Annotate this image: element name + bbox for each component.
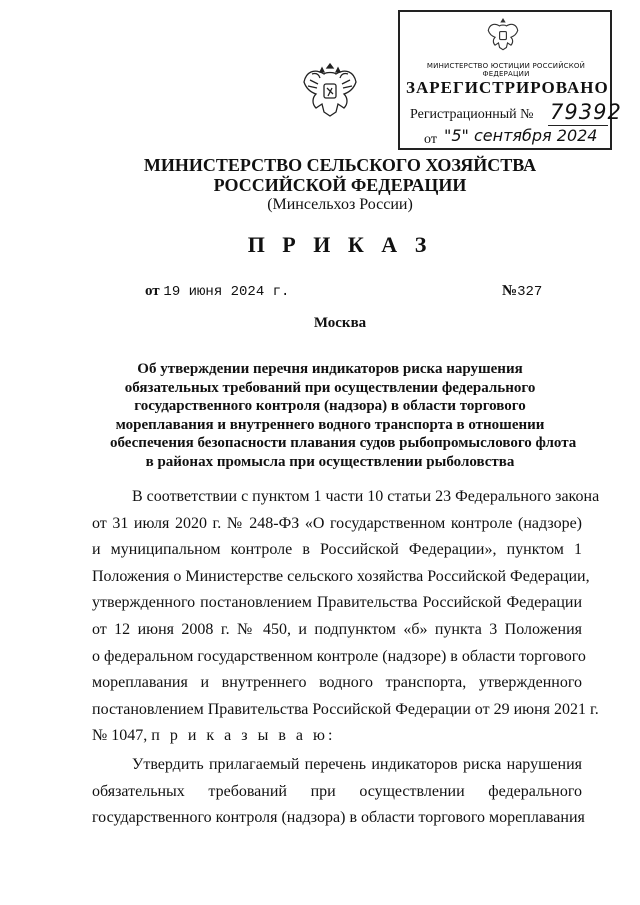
ministry-short-name: (Минсельхоз России): [267, 196, 413, 213]
paragraph-line: государственного контроля (надзора) в области торгового мореплавания: [92, 809, 585, 827]
paragraph-line: обязательных требований при осуществлении федерального: [92, 782, 582, 800]
order-number-sign: №: [502, 283, 518, 299]
paragraph-line: и муниципальном контроле в Российской Федерации», пунктом 1: [92, 541, 582, 559]
body-paragraph-approval: [92, 752, 585, 832]
title-line: Об утверждении перечня индикаторов риска нарушения: [137, 361, 523, 377]
stamp-date: "5" сентября 2024: [444, 126, 598, 145]
order-number-value: 327: [517, 284, 543, 300]
paragraph-line: мореплавания и внутреннего водного транспорта, утвержденного: [92, 674, 582, 692]
order-date-value: 19 июня 2024 г.: [163, 284, 290, 300]
paragraph-line: о федеральном государственном контроле (надзоре) в области торгового: [92, 647, 586, 665]
order-date: [145, 283, 289, 300]
title-line: государственного контроля (надзора) в области торгового: [134, 398, 526, 415]
ministry-name-line2: РОССИЙСКОЙ ФЕДЕРАЦИИ: [213, 175, 467, 195]
paragraph-line: В соответствии с пунктом 1 части 10 статьи 23 Федерального закона: [132, 488, 600, 505]
stamp-date-underline: [440, 148, 590, 149]
stamp-registered-label: ЗАРЕГИСТРИРОВАНО: [406, 78, 609, 97]
registration-stamp: [398, 10, 622, 150]
order-number: [502, 283, 542, 300]
body-paragraph-preamble: [92, 484, 600, 750]
paragraph-line: Утвердить прилагаемый перечень индикаторов риска нарушения: [132, 756, 582, 773]
order-reference: № 1047,: [92, 727, 148, 745]
stamp-coat-of-arms-icon: [486, 16, 520, 54]
paragraph-last-line: [92, 723, 582, 750]
title-line: мореплавания и внутреннего водного транспорта в отношении: [115, 416, 545, 433]
order-date-prefix: от: [145, 283, 160, 299]
stamp-ministry-name: МИНИСТЕРСТВО ЮСТИЦИИ РОССИЙСКОЙ ФЕДЕРАЦИИ: [426, 62, 586, 78]
ministry-name-line1: МИНИСТЕРСТВО СЕЛЬСКОГО ХОЗЯЙСТВА: [143, 155, 537, 175]
title-line: обязательных требований при осуществлении федерального: [124, 379, 536, 396]
paragraph-line: от 31 июля 2020 г. № 248-ФЗ «О государственном контроле (надзоре): [92, 514, 582, 532]
coat-of-arms-icon: [300, 58, 360, 122]
document-type-heading: П Р И К А З: [247, 232, 433, 257]
stamp-date-prefix: от: [424, 132, 437, 147]
order-command: п р и к а з ы в а ю:: [151, 727, 336, 745]
document-title: [110, 360, 577, 472]
paragraph-line: постановлением Правительства Российской Федерации от 29 июня 2021 г.: [92, 700, 599, 718]
stamp-reg-number: 79392: [550, 100, 622, 124]
order-city: Москва: [313, 315, 367, 331]
title-line: в районах промысла при осуществлении рыболовства: [145, 453, 515, 470]
stamp-reg-number-label: Регистрационный №: [410, 107, 534, 122]
paragraph-line: утвержденного постановлением Правительства Российской Федерации: [92, 594, 582, 612]
paragraph-line: от 12 июня 2008 г. № 450, и подпунктом «б» пункта 3 Положения: [92, 620, 582, 638]
paragraph-line: Положения о Министерстве сельского хозяйства Российской Федерации,: [92, 567, 590, 585]
title-line: обеспечения безопасности плавания судов рыбопромыслового флота: [110, 435, 577, 452]
